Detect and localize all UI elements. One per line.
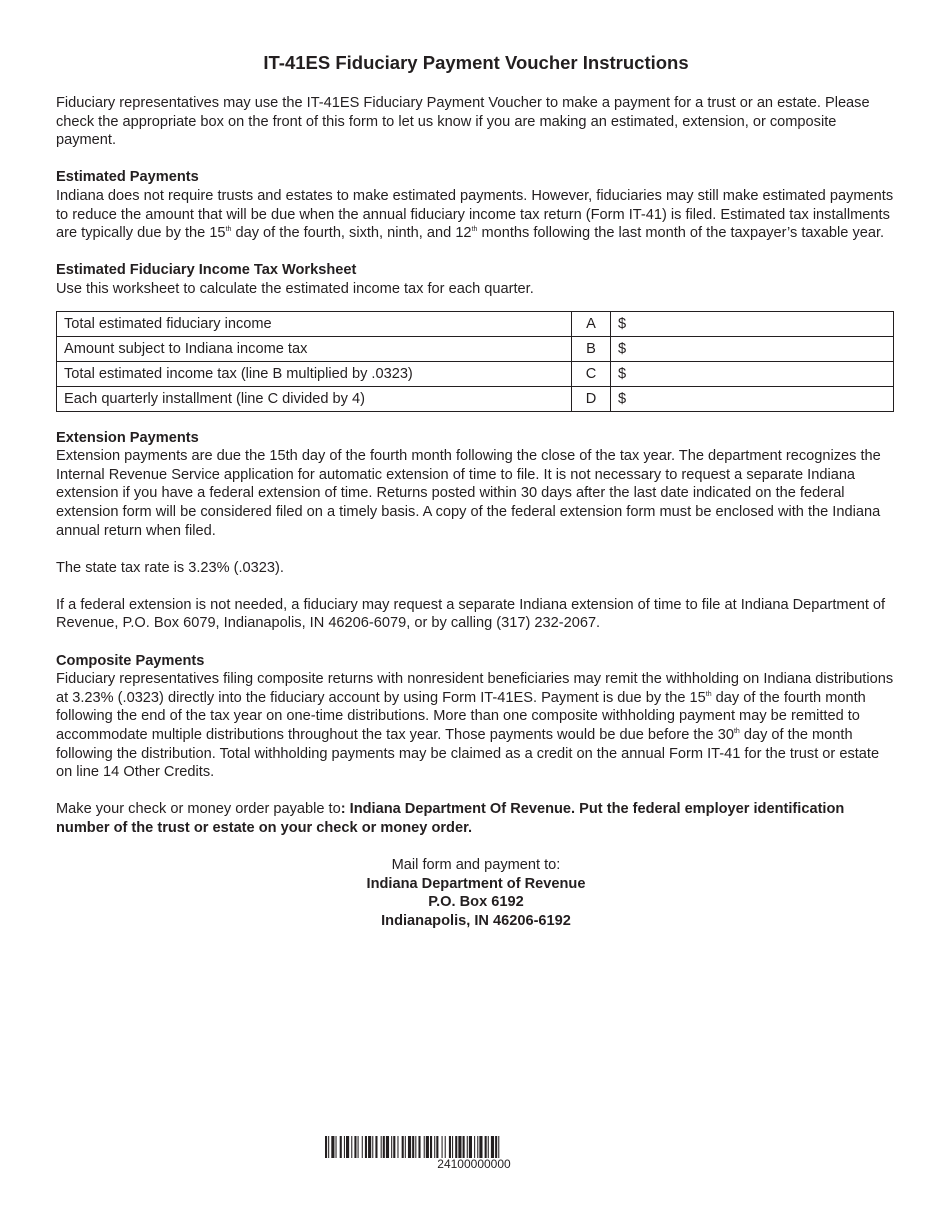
barcode-bar [344, 1136, 345, 1158]
worksheet-row [57, 361, 894, 386]
barcode-bar [358, 1136, 359, 1158]
barcode-bar [386, 1136, 389, 1158]
barcode-bar [424, 1136, 425, 1158]
worksheet-row-label: Total estimated fiduciary income [57, 311, 572, 336]
barcode-bar [426, 1136, 429, 1158]
barcode-bar [336, 1136, 337, 1158]
barcode-bar [405, 1136, 406, 1158]
barcode-bar [479, 1136, 482, 1158]
worksheet-heading: Estimated Fiduciary Income Tax Worksheet [56, 262, 357, 279]
worksheet-amount-field[interactable]: $ [611, 336, 894, 361]
barcode-bar [449, 1136, 451, 1158]
barcode-bar [452, 1136, 453, 1158]
extension-request-text: If a federal extension is not needed, a fiduciary may request a separate Indiana extension of time to file at Indiana Department of Revenue, P.O. Box 6079, Indianapolis, IN 46206-6079, or by calling (317) 232-2067. [56, 596, 886, 632]
barcode-bar [340, 1136, 342, 1158]
worksheet-amount-field[interactable]: $ [611, 386, 894, 411]
barcode-bar [415, 1136, 416, 1158]
estimated-heading: Estimated Payments [56, 169, 199, 186]
barcode-bar [474, 1136, 475, 1158]
barcode-bar [467, 1136, 468, 1158]
worksheet-row [57, 386, 894, 411]
barcode-bar [397, 1136, 398, 1158]
barcode-bar [498, 1136, 499, 1158]
barcode-bar [325, 1136, 327, 1158]
barcode-bar [485, 1136, 487, 1158]
barcode-bar [365, 1136, 367, 1158]
barcode-bar [372, 1136, 373, 1158]
mail-intro: Mail form and payment to: [391, 857, 561, 874]
barcode-number: 24100000000 [437, 1157, 511, 1171]
barcode-bar [418, 1136, 420, 1158]
barcode-bar [412, 1136, 414, 1158]
barcode-bar [442, 1136, 443, 1158]
barcode-bar [495, 1136, 497, 1158]
payable-paragraph: Make your check or money order payable to: Indiana Department Of Revenue. Put the federal employer identification number of the trust or estate on your check or money order. [56, 801, 845, 836]
barcode-bar [368, 1136, 371, 1158]
estimated-paragraph: Indiana does not require trusts and estates to make estimated payments. However, fiduciaries may still make estimated payments to reduce the amount that will be due when the annual fiduciary income tax return (Form IT-41) is filed. Estimated tax installments are typically due by the 15th day of the fourth, sixth, ninth, and 12th months following the last month of the taxpayer’s taxable year. [56, 187, 894, 242]
barcode-bar [463, 1136, 465, 1158]
mail-line-1: Indiana Department of Revenue [366, 875, 586, 892]
barcode-bar [383, 1136, 385, 1158]
mail-line-3: Indianapolis, IN 46206-6192 [381, 912, 571, 929]
worksheet-subtext: Use this worksheet to calculate the estimated income tax for each quarter. [56, 280, 534, 297]
worksheet-row-label: Total estimated income tax (line B multiplied by .0323) [57, 361, 572, 386]
worksheet-row [57, 336, 894, 361]
worksheet-row-letter: A [572, 311, 611, 336]
worksheet-row-letter: D [572, 386, 611, 411]
barcode-bar [458, 1136, 461, 1158]
worksheet-amount-field[interactable]: $ [611, 311, 894, 336]
barcode-bar [375, 1136, 377, 1158]
barcode-bar [430, 1136, 432, 1158]
composite-heading: Composite Payments [56, 652, 205, 669]
barcode-bar [402, 1136, 404, 1158]
page-title: IT-41ES Fiduciary Payment Voucher Instructions [263, 52, 689, 73]
barcode-bars [325, 1136, 623, 1158]
barcode-bar [491, 1136, 494, 1158]
worksheet-row-letter: B [572, 336, 611, 361]
instructions-page [56, 52, 896, 931]
worksheet-row-label: Amount subject to Indiana income tax [57, 336, 572, 361]
intro-paragraph: Fiduciary representatives may use the IT-41ES Fiduciary Payment Voucher to make a payment for a trust or an estate. Please check the appropriate box on the front of this form to let us know if you are making an estimated, extension, or composite payment. [56, 95, 870, 149]
composite-paragraph: Fiduciary representatives filing composite returns with nonresident beneficiaries may remit the withholding on Indiana distributions at 3.23% (.0323) directly into the fiduciary account by using Form IT-41ES. Payment is due by the 15th day of the fourth month following the end of the tax year on one-time distributions. More than one composite withholding payment may be remitted to accommodate multiple distributions throughout the tax year. Those payments would be due before the 30th day of the month following the distribution. Total withholding payments may be claimed as a credit on the annual Form IT-41 for the trust or estate on line 14 Other Credits. [56, 671, 894, 781]
barcode-bar [393, 1136, 395, 1158]
mail-line-2: P.O. Box 6192 [428, 894, 524, 911]
barcode-bar [351, 1136, 352, 1158]
extension-paragraph: Extension payments are due the 15th day of the fourth month following the close of the tax year. The department recognizes the Internal Revenue Service application for automatic extension of time to file. It is not necessary to request a separate Indiana extension if you have a federal extension of time. Returns posted within 30 days after the last date indicated on the federal extension form will be considered filed on a timely basis. A copy of the federal extension form must be enclosed with the Indiana annual return when filed. [56, 448, 881, 539]
barcode-bar [331, 1136, 334, 1158]
worksheet-amount-field[interactable]: $ [611, 361, 894, 386]
barcode-bar [362, 1136, 363, 1158]
barcode-bar [354, 1136, 356, 1158]
barcode-bar [488, 1136, 489, 1158]
barcode-bar [445, 1136, 446, 1158]
worksheet-row-label: Each quarterly installment (line C divided by 4) [57, 386, 572, 411]
barcode-bar [391, 1136, 392, 1158]
worksheet-row-letter: C [572, 361, 611, 386]
barcode-bar [328, 1136, 329, 1158]
worksheet-table [56, 311, 894, 412]
barcode-bar [469, 1136, 472, 1158]
barcode-bar [477, 1136, 478, 1158]
barcode-bar [436, 1136, 438, 1158]
barcode-bar [408, 1136, 411, 1158]
mailing-address [56, 856, 896, 930]
tax-rate-text: The state tax rate is 3.23% (.0323). [56, 559, 284, 576]
extension-heading: Extension Payments [56, 429, 199, 446]
barcode-bar [434, 1136, 435, 1158]
worksheet-row [57, 311, 894, 336]
barcode-bar [455, 1136, 457, 1158]
barcode-bar [381, 1136, 382, 1158]
barcode-bar [346, 1136, 349, 1158]
